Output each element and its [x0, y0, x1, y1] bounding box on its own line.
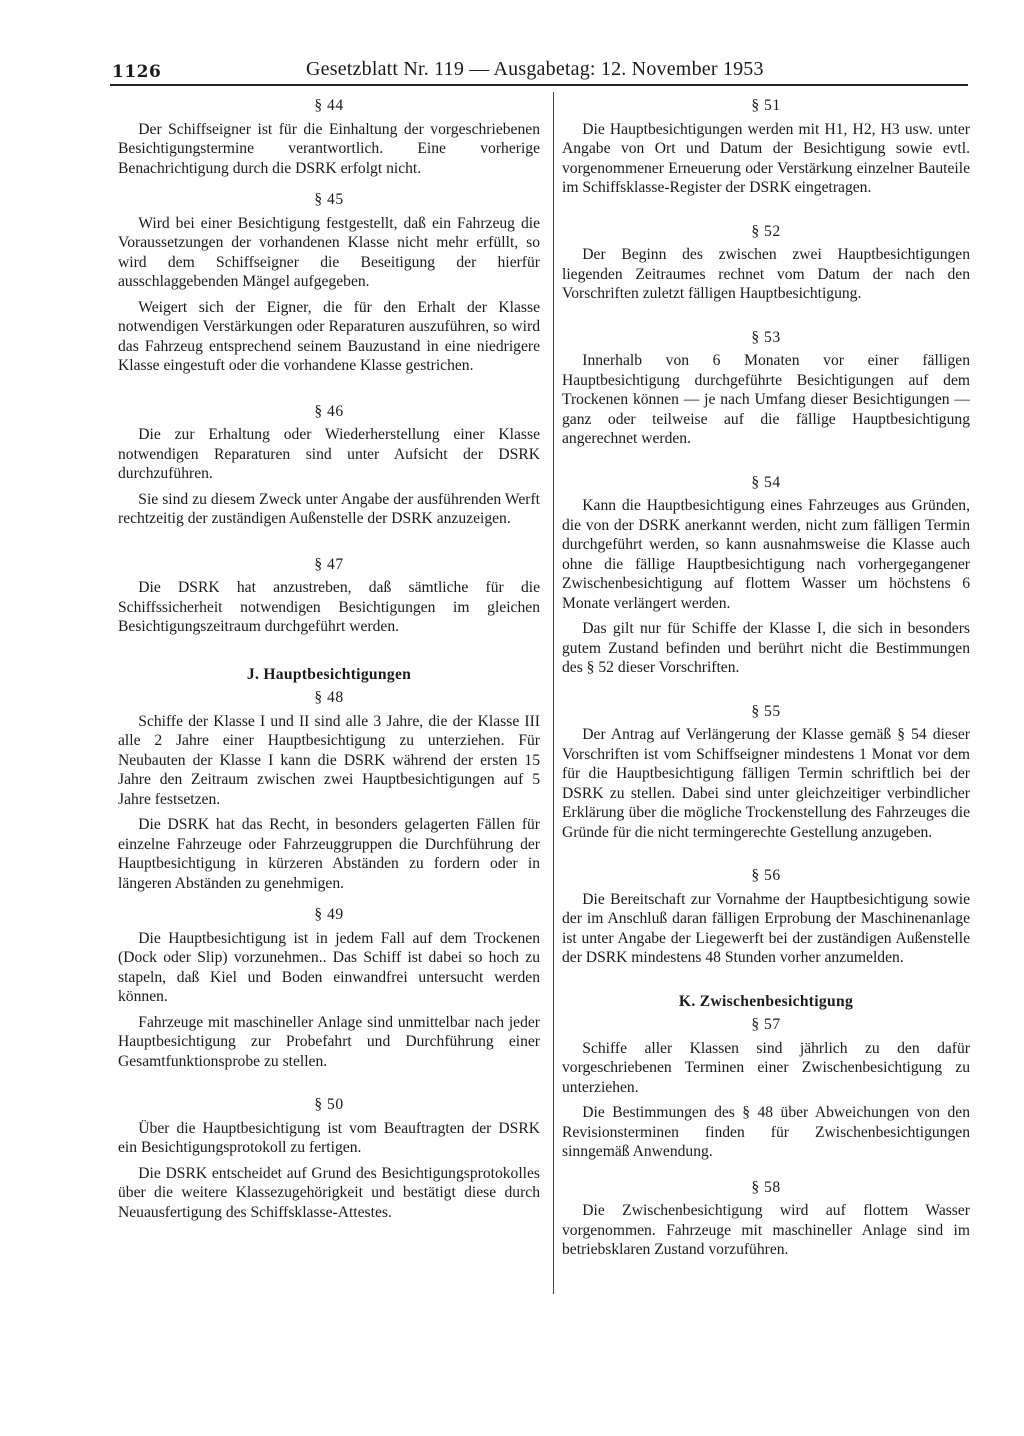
header-rule [110, 84, 968, 86]
paragraph: Fahrzeuge mit maschineller Anlage sind unmittelbar nach jeder Hauptbesichtigung zur Probefahrt und Durchführung einer Gesamtfunktionsprobe zu stellen. [118, 1013, 540, 1070]
paragraph: Weigert sich der Eigner, die für den Erhalt der Klasse notwendigen Verstärkungen oder Reparaturen auszuführen, so wird das Fahrzeug entsprechend seinem Bauzustand in eine niedrigere Klasse eingestuft oder die vorhandene Klasse gestrichen. [118, 298, 540, 374]
section-heading: § 52 [751, 222, 781, 240]
section-46 [118, 402, 540, 529]
paragraph: Der Schiffseigner ist für die Einhaltung der vorgeschriebenen Besichtigungstermine verantwortlich. Eine vorherige Benachrichtigung durch die DSRK erfolgt nicht. [118, 120, 540, 177]
page-header [110, 58, 968, 84]
paragraph: Die Hauptbesichtigung ist in jedem Fall auf dem Trockenen (Dock oder Slip) vorzunehmen.. Das Schiff ist dabei so hoch zu stapeln, daß Kiel und Boden einwandfrei untersucht werden können. [118, 929, 540, 1005]
paragraph: Die Hauptbesichtigungen werden mit H1, H2, H3 usw. unter Angabe von Ort und Datum der Besichtigung sowie evtl. vorgenommener Erneuerung oder Verstärkung einzelner Bauteile im Schiffsklasse-Register der DSRK eingetragen. [562, 120, 970, 196]
section-heading: § 47 [314, 555, 344, 573]
paragraph: Die DSRK hat das Recht, in besonders gelagerten Fällen für einzelne Fahrzeuge oder Fahrzeuggruppen die Durchführung der Hauptbesichtigung in kürzeren Abständen zu fordern oder in längeren Abständen zu genehmigen. [118, 816, 540, 892]
paragraph: Die Bestimmungen des § 48 über Abweichungen von den Revisionsterminen finden für Zwischenbesichtigungen sinngemäß Anwendung. [562, 1104, 970, 1160]
paragraph: Kann die Hauptbesichtigung eines Fahrzeuges aus Gründen, die von der DSRK anerkannt werden, nicht zum fälligen Termin durchgeführt werden, so kann ausnahmsweise die Klasse auch ohne die fällige Hauptbesichtigung nach vorhergegangener Zwischenbesichtigung auf flottem Wasser um höchstens 6 Monate verlängert werden. [562, 497, 970, 612]
paragraph: Die Zwischenbesichtigung wird auf flottem Wasser vorgenommen. Fahrzeuge mit maschineller Anlage sind im betriebsklaren Zustand vorzuführen. [562, 1202, 970, 1258]
section-heading: § 45 [314, 191, 344, 208]
paragraph: Das gilt nur für Schiffe der Klasse I, die sich in besonders gutem Zustand befinden und berührt nicht die Bestimmungen des § 52 dieser Vorschriften. [562, 620, 970, 676]
section-57 [562, 1015, 970, 1162]
page-number: 1126 [112, 62, 162, 82]
section-heading: § 50 [314, 1096, 344, 1113]
section-heading: § 56 [751, 867, 781, 884]
paragraph: Die DSRK hat anzustreben, daß sämtliche für die Schiffssicherheit notwendigen Besichtigungen im gleichen Besichtigungszeitraum durchgeführt werden. [118, 579, 540, 635]
paragraph: Sie sind zu diesem Zweck unter Angabe der ausführenden Werft rechtzeitig der zuständigen Außenstelle der DSRK anzuzeigen. [118, 490, 540, 527]
section-54 [562, 473, 970, 678]
section-heading: § 53 [751, 328, 781, 346]
section-55 [562, 702, 970, 843]
paragraph: Schiffe aller Klassen sind jährlich zu den dafür vorgeschriebenen Terminen einer Zwischenbesichtigung zu unterziehen. [562, 1039, 970, 1096]
section-48 [118, 688, 540, 893]
section-49 [118, 905, 540, 1071]
section-heading: § 57 [751, 1016, 781, 1033]
section-52 [562, 222, 970, 304]
paragraph: Schiffe der Klasse I und II sind alle 3 Jahre, die der Klasse III alle 2 Jahre einer Hauptbesichtigung zu unterziehen. Für Neubauten der Klasse I kann die DSRK während der ersten 15 Jahre den Zeitraum zwischen zwei Hauptbesichtigungen auf 5 Jahre festsetzen. [118, 712, 540, 808]
section-heading: § 58 [751, 1178, 781, 1196]
section-heading: § 48 [314, 689, 344, 706]
paragraph: Die zur Erhaltung oder Wiederherstellung einer Klasse notwendigen Reparaturen sind unter Aufsicht der DSRK durchzuführen. [118, 426, 540, 482]
section-51 [562, 96, 970, 198]
gazette-title: Gesetzblatt Nr. 119 — Ausgabetag: 12. November 1953 [306, 58, 764, 80]
paragraph: Der Antrag auf Verlängerung der Klasse gemäß § 54 dieser Vorschriften ist vom Schiffseigner mindestens 1 Monat vor dem für die Hauptbesichtigung fälligen Termin schriftlich bei der DSRK zu stellen. Dabei sind unter gleichzeitiger verbindlicher Erklärung über die mögliche Trockenstellung des Fahrzeuges die Gründe für die nicht termingerechte Gestellung anzugeben. [562, 726, 970, 841]
left-column [118, 96, 540, 1234]
paragraph: Innerhalb von 6 Monaten vor einer fälligen Hauptbesichtigung durchgeführte Besichtigungen auf dem Trockenen können — je nach Umfang dieser Besichtigungen — ganz oder teilweise auf die fällige Hauptbesichtigung angerechnet werden. [562, 352, 970, 447]
paragraph: Die Bereitschaft zur Vornahme der Hauptbesichtigung sowie der im Anschluß daran fälligen Erprobung der Maschinenanlage ist unter Angabe der Liegewerft bei der zuständigen Außenstelle der DSRK mindestens 48 Stunden vorher anzumelden. [562, 890, 970, 966]
section-47 [118, 555, 540, 637]
section-heading: § 46 [314, 402, 344, 420]
column-divider [553, 92, 554, 1294]
section-45 [118, 190, 540, 376]
section-heading: § 44 [314, 97, 344, 114]
section-heading: § 54 [751, 473, 781, 491]
paragraph: Der Beginn des zwischen zwei Hauptbesichtigungen liegenden Zeitraumes rechnet vom Datum der nach den Vorschriften zuletzt fälligen Hauptbesichtigung. [562, 246, 970, 302]
section-heading: § 55 [751, 702, 781, 720]
part-heading-j: J. Hauptbesichtigungen [246, 665, 412, 683]
paragraph: Über die Hauptbesichtigung ist vom Beauftragten der DSRK ein Besichtigungsprotokoll zu fertigen. [118, 1119, 540, 1156]
paragraph: Wird bei einer Besichtigung festgestellt, daß ein Fahrzeug die Voraussetzungen der vorhandenen Klasse nicht mehr erfüllt, so wird dem Schiffseigner die Beseitigung der hierfür ausschlaggebenden Mängel aufgegeben. [118, 214, 540, 290]
section-50 [118, 1095, 540, 1222]
section-53 [562, 328, 970, 449]
part-heading-k: K. Zwischenbesichtigung [678, 992, 854, 1010]
paragraph: Die DSRK entscheidet auf Grund des Besichtigungsprotokolles über die weitere Klassezugehörigkeit und bestätigt diese durch Neuausfertigung des Schiffsklasse-Attestes. [118, 1164, 540, 1221]
section-heading: § 51 [751, 97, 781, 114]
section-heading: § 49 [314, 906, 344, 923]
section-44 [118, 96, 540, 178]
section-56 [562, 866, 970, 968]
right-column [562, 96, 970, 1272]
section-58 [562, 1178, 970, 1260]
